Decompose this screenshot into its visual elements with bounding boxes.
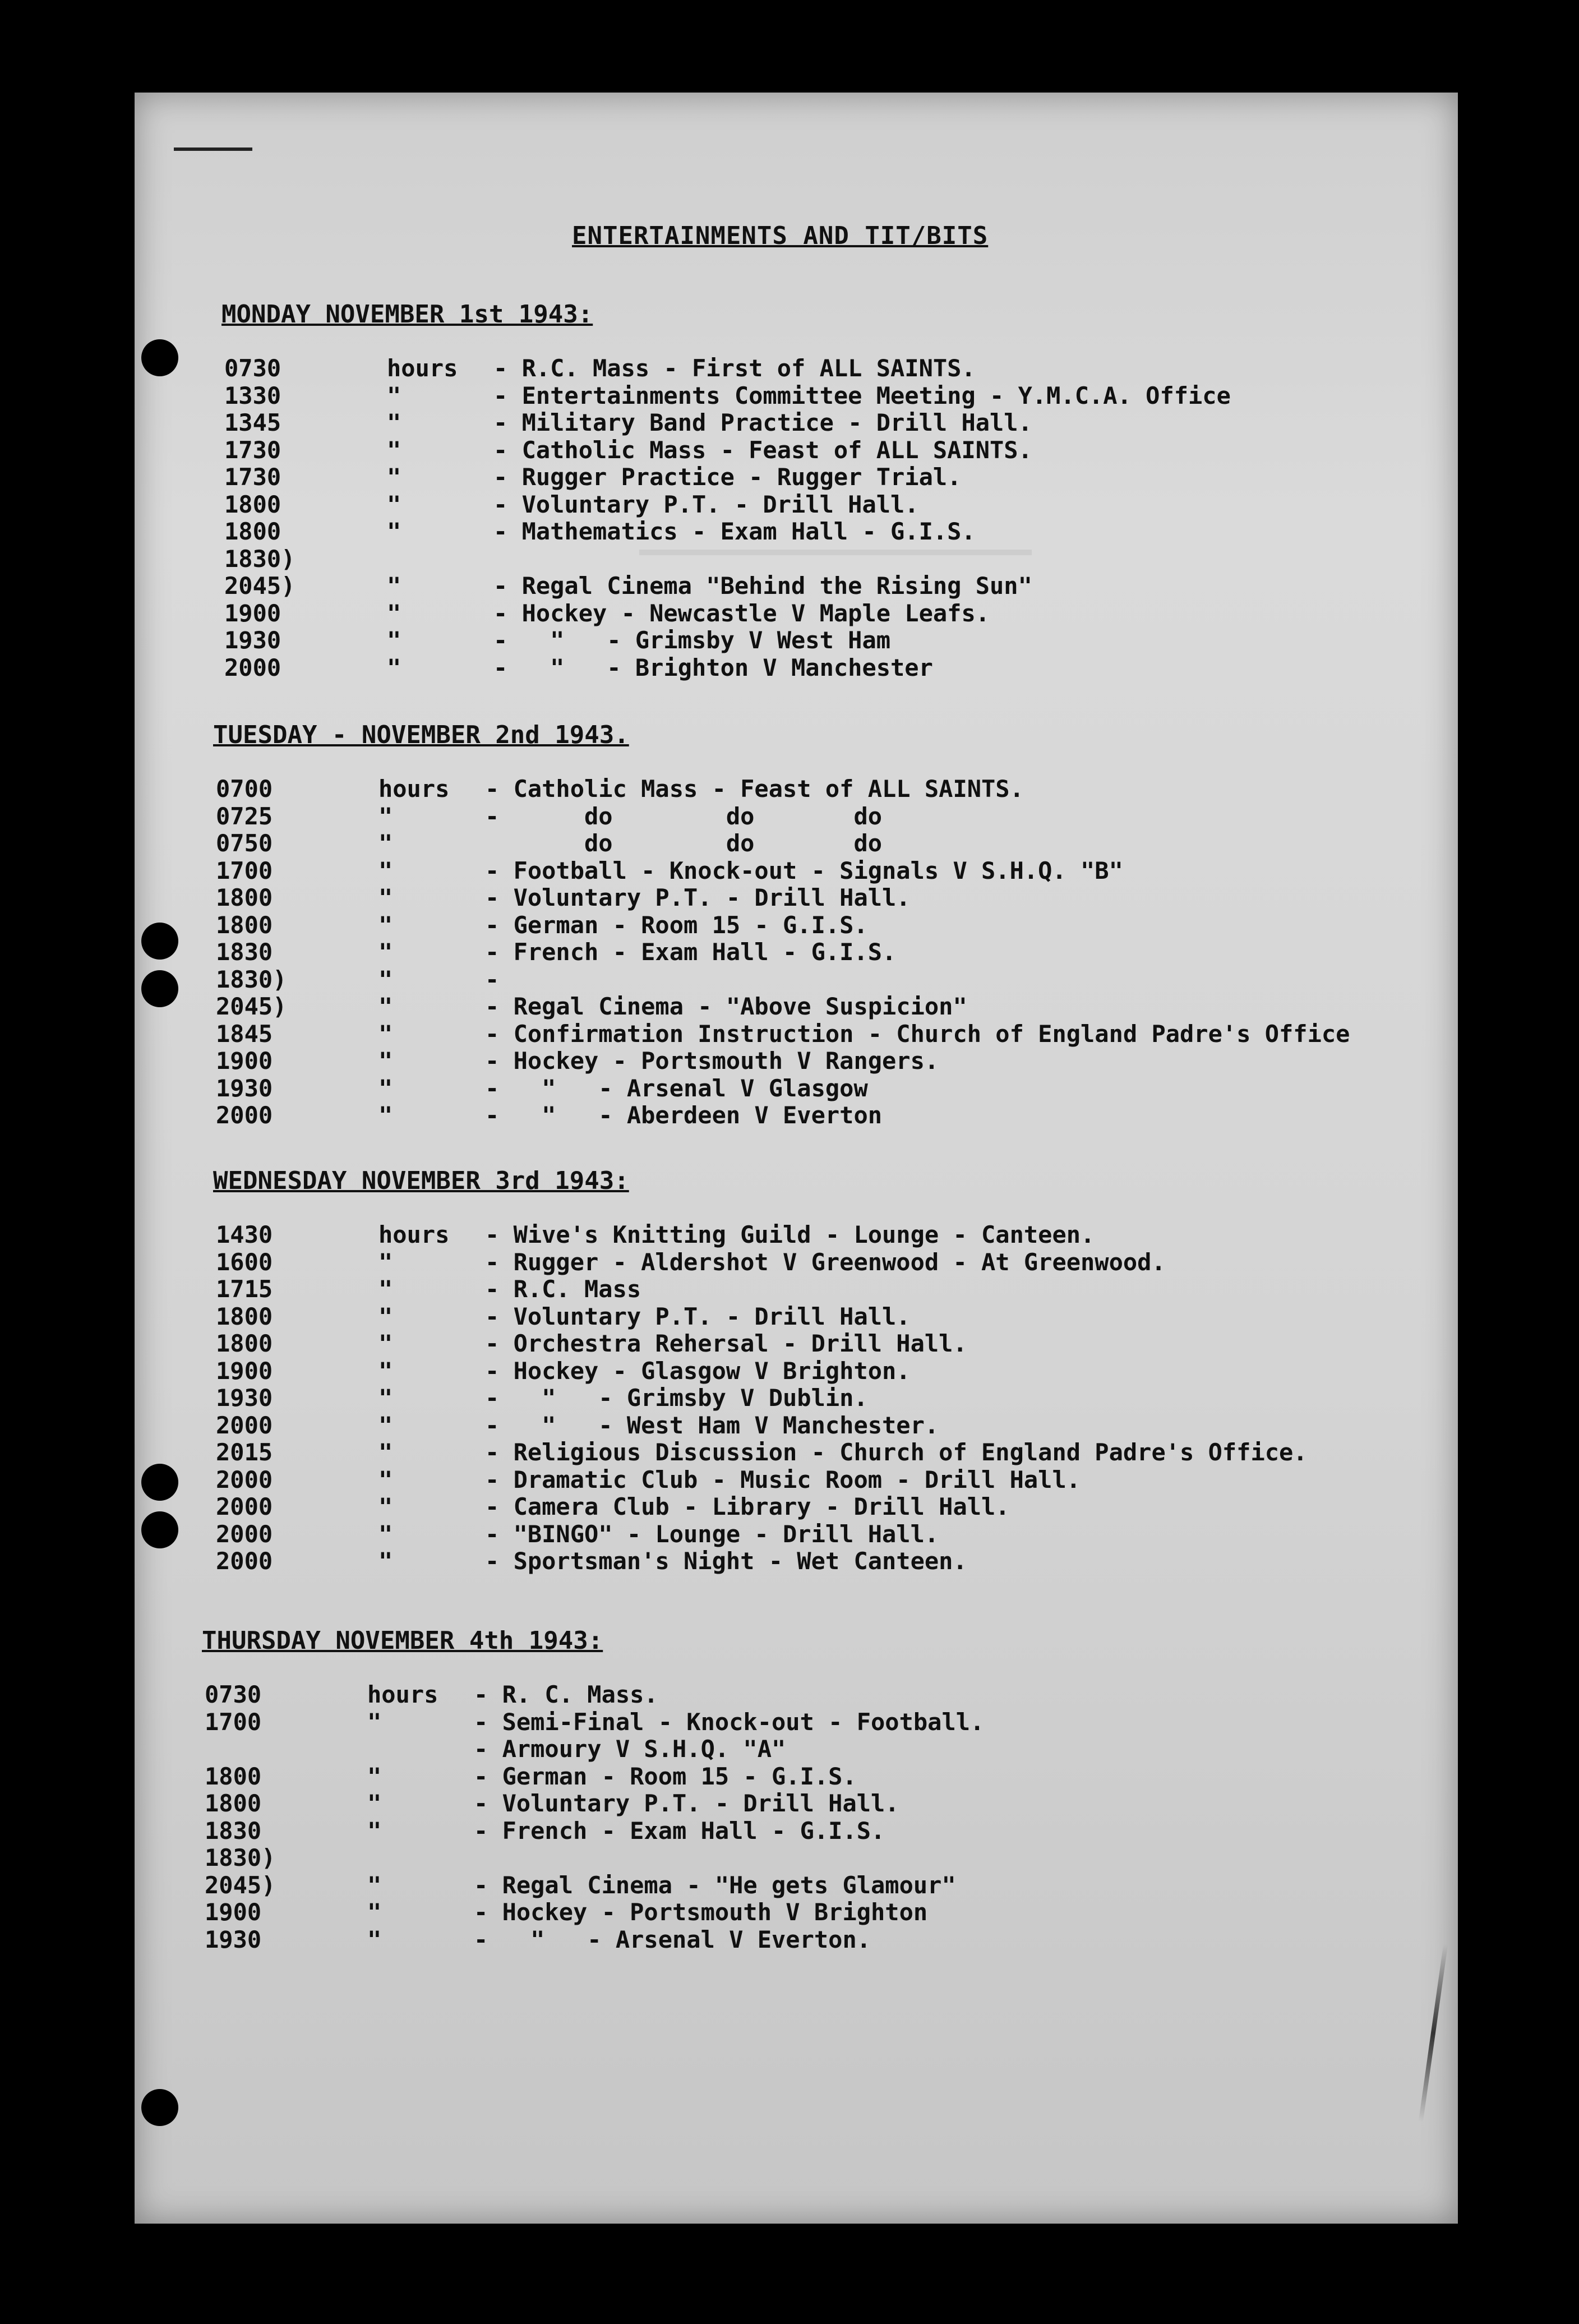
schedule-entry xyxy=(205,1845,474,1871)
day-heading: MONDAY NOVEMBER 1st 1943: xyxy=(221,300,593,329)
schedule-entry xyxy=(216,993,967,1020)
schedule-entry xyxy=(216,912,868,939)
entry-unit: " xyxy=(387,490,401,518)
entry-text: - Sportsman's Night - Wet Canteen. xyxy=(485,1547,967,1575)
entry-text: - Wive's Knitting Guild - Lounge - Canteen. xyxy=(485,1221,1095,1248)
schedule-entry xyxy=(224,355,976,382)
entry-unit: " xyxy=(387,599,401,627)
punch-hole xyxy=(141,1464,178,1501)
entry-time: 1800 xyxy=(224,490,281,518)
entry-text: - Voluntary P.T. - Drill Hall. xyxy=(493,490,919,518)
schedule-entry xyxy=(216,1249,1166,1276)
entry-unit: " xyxy=(378,1438,393,1466)
paper-crease xyxy=(1419,1944,1448,2122)
entry-time: 2045) xyxy=(224,572,296,600)
entry-text: do do do xyxy=(485,829,883,857)
entry-time: 1900 xyxy=(205,1898,262,1926)
entry-text: - Confirmation Instruction - Church of England Padre's Office xyxy=(485,1020,1350,1048)
entry-time: 1730 xyxy=(224,436,281,464)
entry-unit: hours xyxy=(387,354,458,382)
entry-unit: " xyxy=(378,1074,393,1102)
entry-time: 0700 xyxy=(216,775,273,803)
entry-text: - German - Room 15 - G.I.S. xyxy=(485,911,868,939)
entry-time: 0730 xyxy=(224,354,281,382)
entry-text: - do do do xyxy=(485,802,883,830)
entry-time: 1900 xyxy=(224,599,281,627)
entry-text: - French - Exam Hall - G.I.S. xyxy=(485,938,897,966)
entry-text: - Orchestra Rehersal - Drill Hall. xyxy=(485,1330,967,1357)
entry-text: - Rugger - Aldershot V Greenwood - At Greenwood. xyxy=(485,1248,1166,1276)
schedule-entry xyxy=(216,1439,1308,1466)
entry-text: - R. C. Mass. xyxy=(474,1681,658,1708)
entry-time: 1700 xyxy=(205,1708,262,1736)
entry-text: - Rugger Practice - Rugger Trial. xyxy=(493,463,962,491)
entry-unit: " xyxy=(378,1330,393,1357)
schedule-entry xyxy=(216,1048,939,1075)
entry-unit: " xyxy=(378,802,393,830)
entry-time: 1930 xyxy=(216,1074,273,1102)
schedule-entry xyxy=(224,573,1032,600)
entry-time: 1930 xyxy=(224,626,281,654)
entry-unit: " xyxy=(378,1275,393,1303)
entry-unit: " xyxy=(387,463,401,491)
entry-text: - " - Arsenal V Glasgow xyxy=(485,1074,868,1102)
entry-text: - Regal Cinema - "Above Suspicion" xyxy=(485,993,967,1020)
entry-time: 2015 xyxy=(216,1438,273,1466)
entry-unit: " xyxy=(378,1020,393,1048)
entry-unit: " xyxy=(378,1101,393,1129)
entry-time: 1330 xyxy=(224,381,281,409)
entry-text: - French - Exam Hall - G.I.S. xyxy=(474,1816,885,1845)
entry-time: 1800 xyxy=(224,518,281,545)
entry-text: - Hockey - Glasgow V Brighton. xyxy=(485,1357,911,1385)
schedule-entry xyxy=(224,409,1032,436)
entry-text: - Hockey - Newcastle V Maple Leafs. xyxy=(493,599,990,627)
schedule-entry xyxy=(224,382,1231,409)
entry-time: 1700 xyxy=(216,856,273,884)
schedule-entry xyxy=(216,1521,939,1548)
schedule-entry xyxy=(216,1412,939,1439)
entry-unit: hours xyxy=(378,775,450,803)
schedule-entry xyxy=(205,1763,857,1790)
schedule-entry xyxy=(216,1358,911,1385)
entry-unit: " xyxy=(378,1520,393,1548)
schedule-entry xyxy=(216,966,499,993)
schedule-entry xyxy=(224,464,961,491)
entry-time: 1930 xyxy=(205,1925,262,1953)
entry-unit: " xyxy=(378,965,393,993)
entry-text: - Hockey - Portsmouth V Rangers. xyxy=(485,1047,939,1075)
entry-time: 2045) xyxy=(216,993,287,1020)
entry-text: - Regal Cinema - "He gets Glamour" xyxy=(474,1871,956,1899)
schedule-entry xyxy=(216,1075,868,1102)
entry-text: - Voluntary P.T. - Drill Hall. xyxy=(485,884,911,911)
entry-time: 1730 xyxy=(224,463,281,491)
entry-text: - R.C. Mass - First of ALL SAINTS. xyxy=(493,354,976,382)
entry-time: 1800 xyxy=(216,1330,273,1357)
entry-time: 1800 xyxy=(205,1762,262,1790)
entry-time: 1800 xyxy=(216,911,273,939)
entry-time: 1800 xyxy=(216,1302,273,1330)
entry-time: 1845 xyxy=(216,1020,273,1048)
entry-time: 1800 xyxy=(216,884,273,911)
schedule-entry xyxy=(216,1276,641,1303)
entry-unit: " xyxy=(387,436,401,464)
entry-unit: " xyxy=(387,381,401,409)
entry-unit: " xyxy=(378,1493,393,1520)
entry-text: - " - Brighton V Manchester xyxy=(493,653,933,681)
entry-text: - Mathematics - Exam Hall - G.I.S. xyxy=(493,518,976,545)
entry-unit: " xyxy=(378,884,393,911)
punch-hole xyxy=(141,1511,178,1548)
entry-unit: " xyxy=(367,1925,382,1953)
entry-unit: " xyxy=(378,993,393,1020)
entry-text: - Voluntary P.T. - Drill Hall. xyxy=(485,1302,911,1330)
entry-text: - " - Grimsby V West Ham xyxy=(493,626,891,654)
schedule-entry xyxy=(224,518,976,545)
entry-time: 1900 xyxy=(216,1047,273,1075)
schedule-entry xyxy=(216,1303,911,1330)
schedule-entry xyxy=(205,1736,786,1763)
document-page xyxy=(135,93,1458,2224)
punch-hole xyxy=(141,970,178,1007)
entry-text: - Semi-Final - Knock-out - Football. xyxy=(474,1708,985,1736)
entry-unit: hours xyxy=(367,1681,438,1708)
entry-unit: " xyxy=(367,1790,382,1817)
schedule-entry xyxy=(216,1102,882,1129)
entry-unit: " xyxy=(378,938,393,966)
entry-time: 2000 xyxy=(216,1493,273,1520)
schedule-entry xyxy=(224,491,919,518)
entry-unit: " xyxy=(367,1762,382,1790)
schedule-entry xyxy=(205,1872,956,1899)
entry-time: 2000 xyxy=(216,1411,273,1439)
bleed-through xyxy=(639,550,1032,555)
schedule-entry xyxy=(216,830,882,857)
entry-time: 1430 xyxy=(216,1221,273,1248)
entry-unit: " xyxy=(378,1547,393,1575)
schedule-entry xyxy=(216,1467,1081,1493)
day-heading: WEDNESDAY NOVEMBER 3rd 1943: xyxy=(213,1166,629,1195)
entry-text: - German - Room 15 - G.I.S. xyxy=(474,1762,857,1790)
entry-text: - Dramatic Club - Music Room - Drill Hall. xyxy=(485,1465,1081,1493)
entry-time: 1830) xyxy=(205,1844,276,1871)
entry-unit: " xyxy=(378,1302,393,1330)
entry-unit: " xyxy=(378,1465,393,1493)
entry-unit: " xyxy=(378,1384,393,1412)
entry-text: - Camera Club - Library - Drill Hall. xyxy=(485,1493,1010,1520)
entry-unit: " xyxy=(367,1708,382,1736)
entry-text: - Entertainments Committee Meeting - Y.M.C.A. Office xyxy=(493,381,1231,409)
entry-text: - Catholic Mass - Feast of ALL SAINTS. xyxy=(493,436,1032,464)
schedule-entry xyxy=(216,776,1024,803)
schedule-entry xyxy=(224,437,1032,464)
entry-time: 1830 xyxy=(205,1816,262,1845)
entry-unit: " xyxy=(378,1047,393,1075)
margin-mark xyxy=(174,147,252,151)
entry-time: 2000 xyxy=(224,653,281,681)
schedule-entry xyxy=(205,1899,927,1926)
entry-unit: " xyxy=(367,1816,382,1845)
entry-text: - Armoury V S.H.Q. "A" xyxy=(474,1735,786,1763)
entry-text: - xyxy=(485,965,500,993)
punch-hole xyxy=(141,339,178,376)
schedule-entry xyxy=(205,1926,871,1953)
schedule-entry xyxy=(216,1330,967,1357)
entry-unit: " xyxy=(367,1898,382,1926)
entry-time: 0750 xyxy=(216,829,273,857)
entry-unit: " xyxy=(387,653,401,681)
entry-unit: " xyxy=(378,1248,393,1276)
entry-text: - Hockey - Portsmouth V Brighton xyxy=(474,1898,928,1926)
schedule-entry xyxy=(216,1385,868,1412)
schedule-entry xyxy=(216,939,896,966)
entry-text: - " - West Ham V Manchester. xyxy=(485,1411,939,1439)
entry-time: 1830) xyxy=(216,965,287,993)
entry-text: - " - Grimsby V Dublin. xyxy=(485,1384,868,1412)
entry-time: 1930 xyxy=(216,1384,273,1412)
entry-unit: " xyxy=(378,856,393,884)
entry-unit: " xyxy=(387,409,401,436)
schedule-entry xyxy=(224,546,493,573)
entry-text: - Regal Cinema "Behind the Rising Sun" xyxy=(493,572,1032,600)
schedule-entry xyxy=(224,654,933,681)
day-heading: TUESDAY - NOVEMBER 2nd 1943. xyxy=(213,721,629,749)
entry-unit: " xyxy=(378,1357,393,1385)
schedule-entry xyxy=(224,600,990,627)
entry-time: 1600 xyxy=(216,1248,273,1276)
entry-time: 0725 xyxy=(216,802,273,830)
entry-unit: " xyxy=(387,572,401,600)
day-heading: THURSDAY NOVEMBER 4th 1943: xyxy=(202,1626,603,1655)
entry-unit: " xyxy=(378,911,393,939)
schedule-entry xyxy=(216,1548,967,1575)
entry-time: 2000 xyxy=(216,1101,273,1129)
entry-unit: " xyxy=(367,1871,382,1899)
entry-text: - Religious Discussion - Church of England Padre's Office. xyxy=(485,1438,1308,1466)
schedule-entry xyxy=(205,1709,984,1736)
schedule-entry xyxy=(216,1021,1350,1048)
entry-unit: " xyxy=(378,829,393,857)
entry-time: 1800 xyxy=(205,1790,262,1817)
schedule-entry xyxy=(216,857,1123,884)
entry-time: 1715 xyxy=(216,1275,273,1303)
entry-time: 1830) xyxy=(224,545,296,573)
entry-unit: " xyxy=(387,626,401,654)
entry-text: - " - Aberdeen V Everton xyxy=(485,1101,883,1129)
entry-time: 2000 xyxy=(216,1465,273,1493)
schedule-entry xyxy=(205,1818,885,1845)
entry-time: 1830 xyxy=(216,938,273,966)
schedule-entry xyxy=(216,1493,1010,1520)
punch-hole xyxy=(141,923,178,960)
punch-hole xyxy=(141,2089,178,2126)
entry-text: - Voluntary P.T. - Drill Hall. xyxy=(474,1790,899,1817)
schedule-entry xyxy=(205,1681,658,1708)
schedule-entry xyxy=(224,627,890,654)
entry-time: 1345 xyxy=(224,409,281,436)
entry-text: - R.C. Mass xyxy=(485,1275,641,1303)
entry-text: - Football - Knock-out - Signals V S.H.Q. "B" xyxy=(485,856,1123,884)
schedule-entry xyxy=(216,803,882,830)
entry-unit: hours xyxy=(378,1221,450,1248)
entry-text: - Catholic Mass - Feast of ALL SAINTS. xyxy=(485,775,1024,803)
entry-text: - " - Arsenal V Everton. xyxy=(474,1925,871,1953)
entry-time: 2000 xyxy=(216,1520,273,1548)
entry-time: 2000 xyxy=(216,1547,273,1575)
entry-unit: " xyxy=(387,518,401,545)
entry-time: 0730 xyxy=(205,1681,262,1708)
entry-text: - "BINGO" - Lounge - Drill Hall. xyxy=(485,1520,939,1548)
entry-time: 1900 xyxy=(216,1357,273,1385)
entry-unit: " xyxy=(378,1411,393,1439)
schedule-entry xyxy=(205,1790,899,1817)
entry-text: - Military Band Practice - Drill Hall. xyxy=(493,409,1032,436)
page-title: ENTERTAINMENTS AND TIT/BITS xyxy=(572,222,989,250)
schedule-entry xyxy=(216,884,911,911)
entry-time: 2045) xyxy=(205,1871,276,1899)
schedule-entry xyxy=(216,1221,1095,1248)
